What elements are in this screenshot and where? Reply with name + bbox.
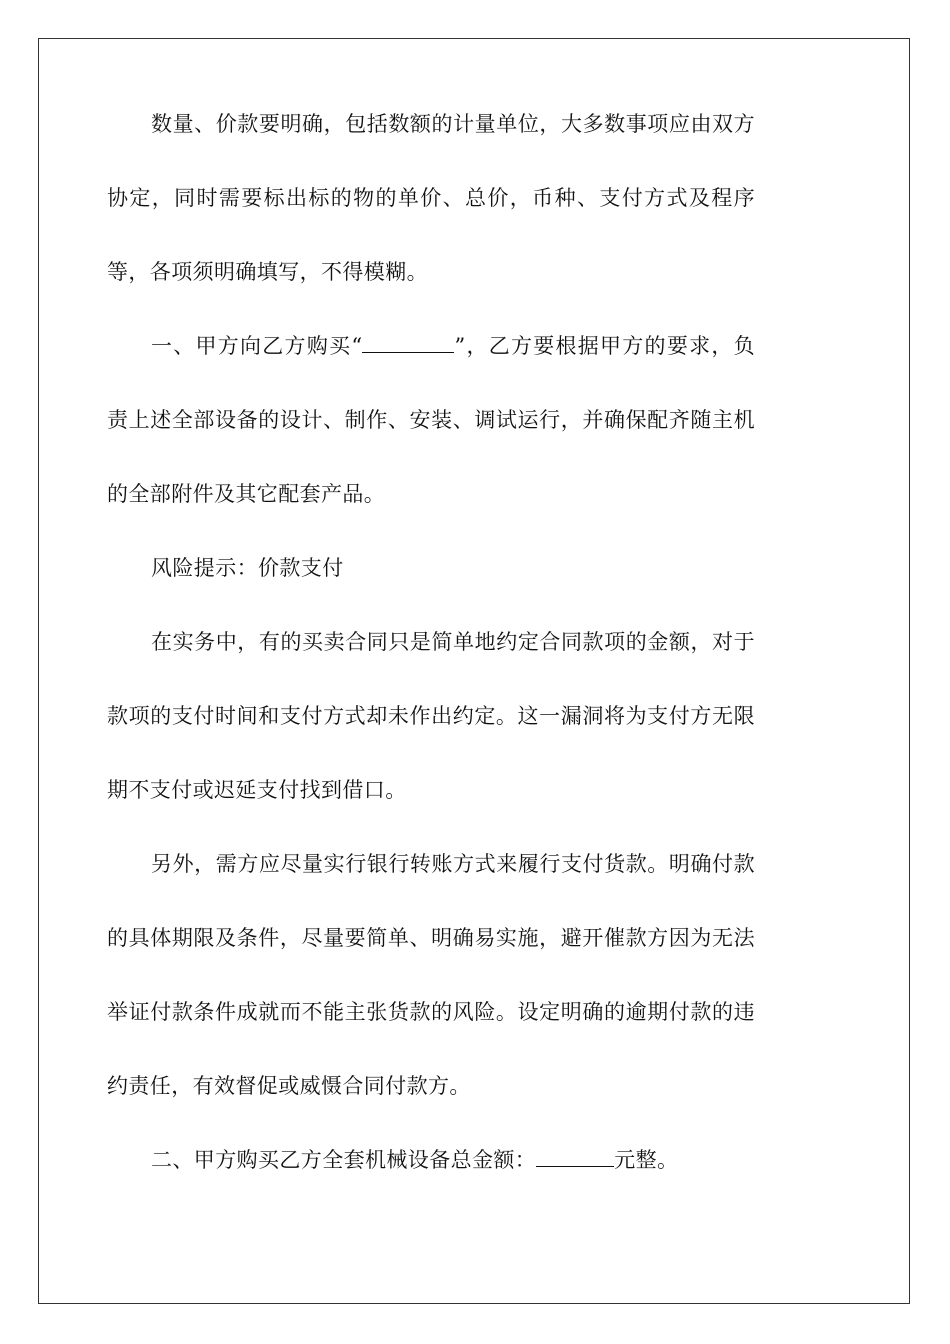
total-amount-blank (536, 1146, 614, 1167)
risk-tip-heading: 风险提示：价款支付 (151, 556, 344, 580)
paragraph-quantity-price: 数量、价款要明确，包括数额的计量单位，大多数事项应由双方协定，同时需要标出标的物的单价、总价，币种、支付方式及程序等，各项须明确填写，不得模糊。 (107, 112, 755, 284)
clause-two-total-amount (107, 1123, 755, 1197)
product-name-blank (362, 332, 454, 353)
clause-one-text-start: 一、甲方向乙方购买“ (151, 334, 363, 358)
paragraph-payment-practice: 在实务中，有的买卖合同只是简单地约定合同款项的金额，对于款项的支付时间和支付方式却未作出约定。这一漏洞将为支付方无限期不支付或迟延支付找到借口。 (107, 630, 755, 802)
clause-one-text-end: ”，乙方要根据甲方的要求，负责上述全部设备的设计、制作、安装、调试运行，并确保配齐随主机的全部附件及其它配套产品。 (107, 334, 755, 506)
clause-one-purchase (107, 309, 755, 531)
paragraph-bank-transfer: 另外，需方应尽量实行银行转账方式来履行支付货款。明确付款的具体期限及条件，尽量要简单、明确易实施，避开催款方因为无法举证付款条件成就而不能主张货款的风险。设定明确的逾期付款的违约责任，有效督促或威慑合同付款方。 (107, 852, 755, 1098)
clause-two-text-start: 二、甲方购买乙方全套机械设备总金额： (151, 1148, 537, 1172)
clause-two-text-end: 元整。 (614, 1148, 679, 1172)
document-body (107, 87, 755, 1197)
